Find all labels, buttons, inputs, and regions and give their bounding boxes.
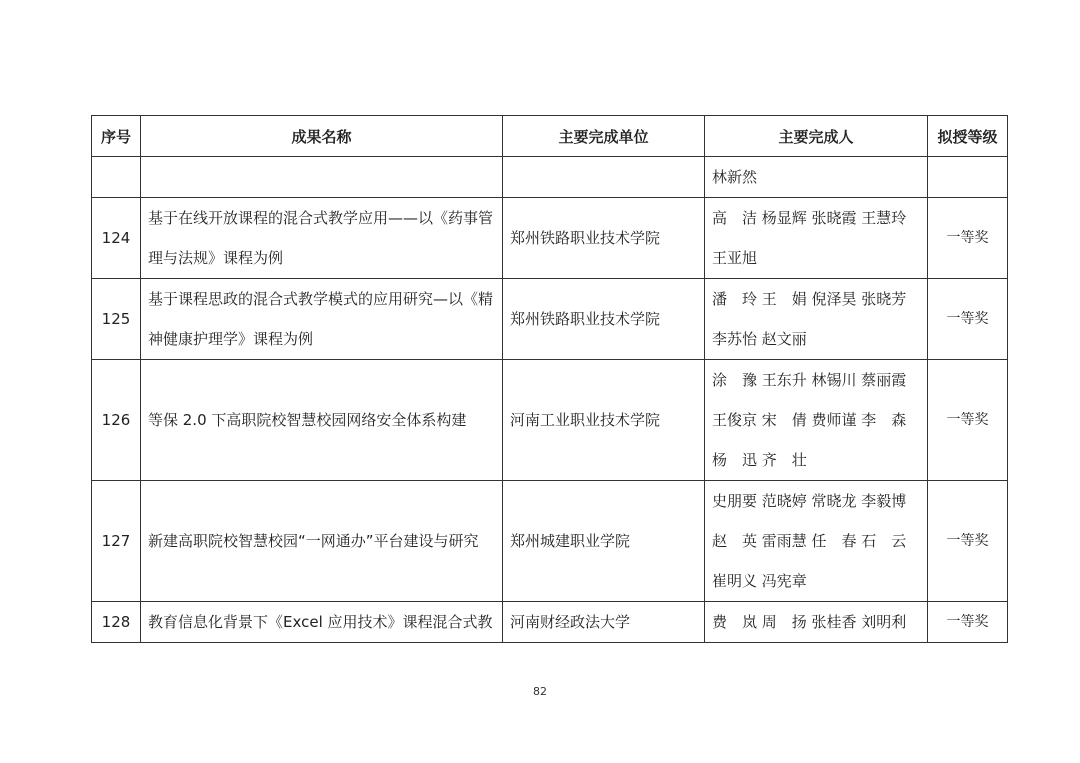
- row-unit: 郑州城建职业学院: [503, 481, 705, 602]
- header-row: [92, 116, 1008, 157]
- people-line: 高 洁 杨显辉 张晓霞 王慧玲: [712, 209, 907, 227]
- row-level: [928, 157, 1008, 198]
- row-people: [705, 360, 928, 481]
- page-number: 82: [533, 685, 547, 698]
- row-title: 新建高职院校智慧校园“一网通办”平台建设与研究: [141, 481, 503, 602]
- row-level: 一等奖: [928, 279, 1008, 360]
- people-line: 杨 迅 齐 壮: [712, 451, 807, 469]
- row-people: [705, 157, 928, 198]
- people-line: 李苏怡 赵文丽: [712, 330, 807, 348]
- people-line: 崔明义 冯宪章: [712, 572, 807, 590]
- table-row: [92, 198, 1008, 279]
- row-title: [141, 157, 503, 198]
- row-title: 教育信息化背景下《Excel 应用技术》课程混合式教: [141, 602, 503, 643]
- people-line: 史朋要 范晓婷 常晓龙 李毅博: [712, 492, 907, 510]
- row-no: 124: [92, 198, 141, 279]
- awards-table: [91, 115, 1008, 643]
- row-level: 一等奖: [928, 198, 1008, 279]
- row-unit: 河南财经政法大学: [503, 602, 705, 643]
- people-line: 林新然: [712, 168, 758, 186]
- row-no: 127: [92, 481, 141, 602]
- people-line: 涂 豫 王东升 林锡川 蔡丽霞: [712, 371, 907, 389]
- people-line: 王亚旭: [712, 249, 758, 267]
- people-line: 王俊京 宋 倩 费师谨 李 森: [712, 411, 907, 429]
- header-people: 主要完成人: [705, 116, 928, 157]
- row-level: 一等奖: [928, 481, 1008, 602]
- row-people: [705, 481, 928, 602]
- row-unit: [503, 157, 705, 198]
- row-people: [705, 602, 928, 643]
- people-line: 潘 玲 王 娟 倪泽昊 张晓芳: [712, 290, 907, 308]
- row-people: [705, 198, 928, 279]
- row-no: [92, 157, 141, 198]
- table-row: [92, 481, 1008, 602]
- header-unit: 主要完成单位: [503, 116, 705, 157]
- row-people: [705, 279, 928, 360]
- table-row: [92, 602, 1008, 643]
- people-line: 费 岚 周 扬 张桂香 刘明利: [712, 613, 907, 631]
- table-row: [92, 360, 1008, 481]
- row-title: 基于课程思政的混合式教学模式的应用研究—以《精神健康护理学》课程为例: [141, 279, 503, 360]
- header-title: 成果名称: [141, 116, 503, 157]
- row-title: 基于在线开放课程的混合式教学应用——以《药事管理与法规》课程为例: [141, 198, 503, 279]
- row-unit: 河南工业职业技术学院: [503, 360, 705, 481]
- table-row: [92, 157, 1008, 198]
- table-header: [92, 116, 1008, 157]
- header-no: 序号: [92, 116, 141, 157]
- table-row: [92, 279, 1008, 360]
- table-body: [92, 157, 1008, 643]
- people-line: 赵 英 雷雨慧 任 春 石 云: [712, 532, 907, 550]
- row-no: 125: [92, 279, 141, 360]
- row-level: 一等奖: [928, 602, 1008, 643]
- row-level: 一等奖: [928, 360, 1008, 481]
- row-no: 128: [92, 602, 141, 643]
- row-unit: 郑州铁路职业技术学院: [503, 198, 705, 279]
- row-unit: 郑州铁路职业技术学院: [503, 279, 705, 360]
- header-level: 拟授等级: [928, 116, 1008, 157]
- row-title: 等保 2.0 下高职院校智慧校园网络安全体系构建: [141, 360, 503, 481]
- row-no: 126: [92, 360, 141, 481]
